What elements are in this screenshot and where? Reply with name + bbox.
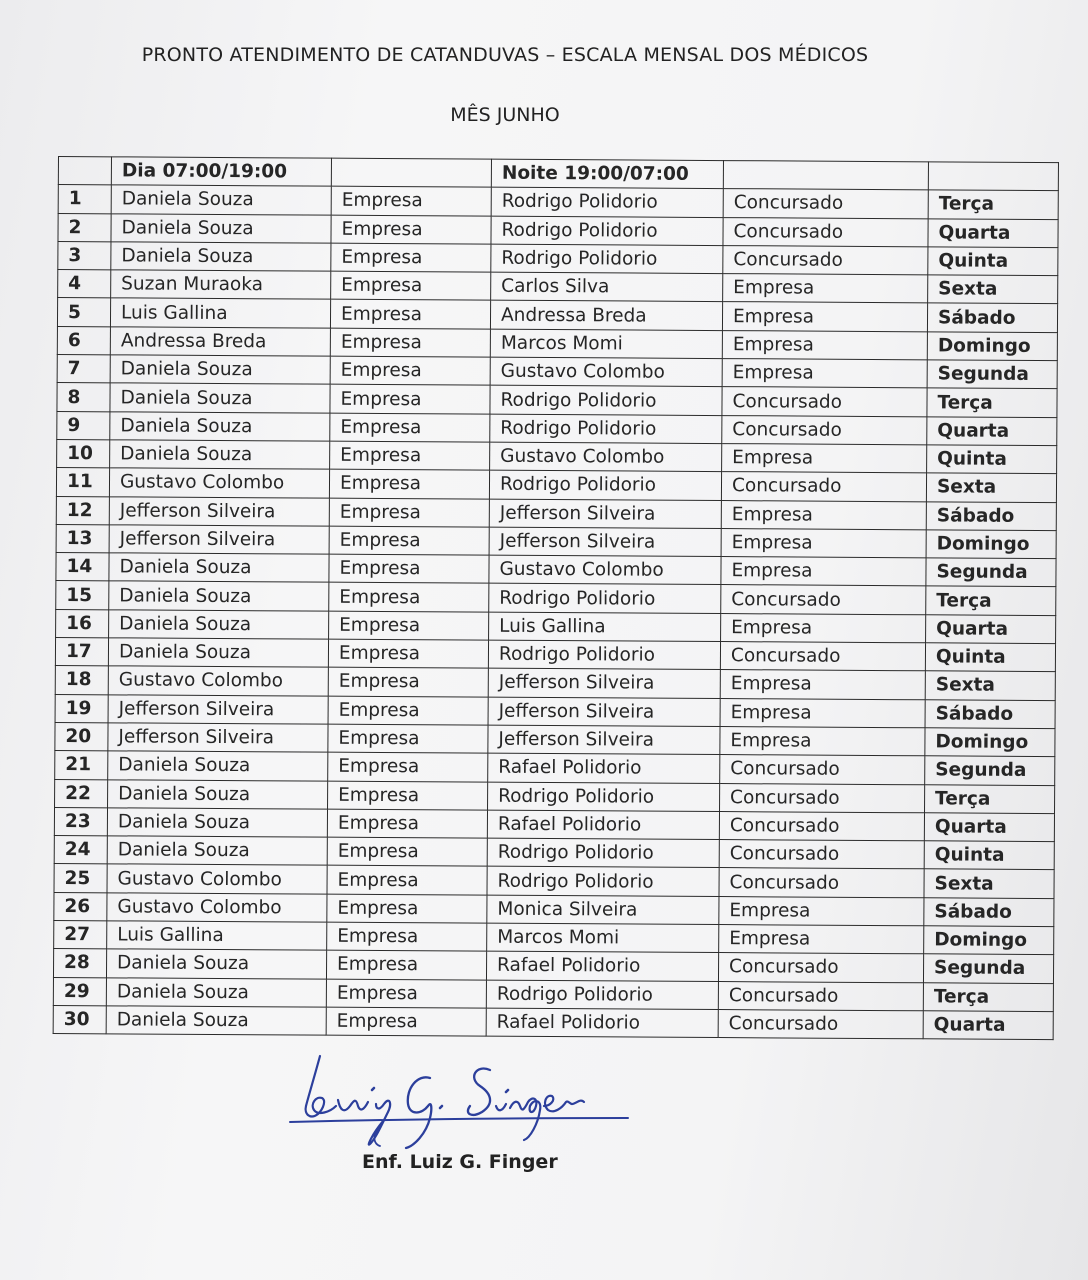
row-number-cell: 30 <box>53 1005 106 1034</box>
night-contract-type-cell: Empresa <box>722 330 927 360</box>
day-doctor-cell: Daniela Souza <box>110 355 330 385</box>
row-number-cell: 9 <box>57 411 110 440</box>
document-title: PRONTO ATENDIMENTO DE CATANDUVAS – ESCALA MENSAL DOS MÉDICOS <box>141 44 869 66</box>
row-number-cell: 5 <box>57 298 110 327</box>
night-doctor-cell: Carlos Silva <box>491 272 723 302</box>
weekday-cell: Sexta <box>924 869 1054 898</box>
day-contract-type-cell: Empresa <box>329 469 489 498</box>
header-cell-night-shift: Noite 19:00/07:00 <box>491 159 723 189</box>
header-cell-weekday <box>928 162 1058 191</box>
night-doctor-cell: Rafael Polidorio <box>486 951 718 981</box>
row-number-cell: 17 <box>55 638 108 667</box>
row-number-cell: 18 <box>55 666 108 695</box>
weekday-cell: Quarta <box>928 218 1058 247</box>
night-contract-type-cell: Concursado <box>722 415 927 445</box>
day-doctor-cell: Daniela Souza <box>107 808 327 838</box>
day-contract-type-cell: Empresa <box>327 809 487 838</box>
weekday-cell: Sábado <box>924 898 1054 927</box>
day-contract-type-cell: Empresa <box>328 696 488 725</box>
weekday-cell: Quarta <box>926 615 1056 644</box>
day-contract-type-cell: Empresa <box>329 611 489 640</box>
day-doctor-cell: Daniela Souza <box>109 610 329 640</box>
night-doctor-cell: Rodrigo Polidorio <box>488 782 720 812</box>
night-doctor-cell: Rafael Polidorio <box>488 753 720 783</box>
row-number-cell: 12 <box>56 496 109 525</box>
night-doctor-cell: Jefferson Silveira <box>489 499 721 529</box>
day-doctor-cell: Gustavo Colombo <box>109 468 329 498</box>
night-contract-type-cell: Empresa <box>719 925 924 955</box>
night-contract-type-cell: Concursado <box>721 472 926 502</box>
weekday-cell: Domingo <box>926 530 1056 559</box>
day-contract-type-cell: Empresa <box>329 583 489 612</box>
night-contract-type-cell: Concursado <box>719 868 924 898</box>
day-contract-type-cell: Empresa <box>330 385 490 414</box>
night-contract-type-cell: Empresa <box>719 896 924 926</box>
night-contract-type-cell: Empresa <box>721 500 926 530</box>
day-contract-type-cell: Empresa <box>326 1007 486 1036</box>
night-contract-type-cell: Concursado <box>718 981 923 1011</box>
night-contract-type-cell: Concursado <box>723 245 928 275</box>
night-contract-type-cell: Concursado <box>720 783 925 813</box>
weekday-cell: Domingo <box>924 926 1054 955</box>
day-contract-type-cell: Empresa <box>328 724 488 753</box>
row-number-cell: 8 <box>57 383 110 412</box>
day-doctor-cell: Gustavo Colombo <box>107 864 327 894</box>
day-contract-type-cell: Empresa <box>328 781 488 810</box>
day-doctor-cell: Daniela Souza <box>106 949 326 979</box>
day-contract-type-cell: Empresa <box>331 271 491 300</box>
row-number-cell: 13 <box>56 524 109 553</box>
row-number-cell: 2 <box>58 213 111 242</box>
night-contract-type-cell: Concursado <box>718 953 923 983</box>
row-number-cell: 6 <box>57 326 110 355</box>
day-doctor-cell: Jefferson Silveira <box>109 525 329 555</box>
day-contract-type-cell: Empresa <box>328 668 488 697</box>
day-doctor-cell: Suzan Muraoka <box>111 270 331 300</box>
weekday-cell: Sexta <box>926 473 1056 502</box>
day-doctor-cell: Jefferson Silveira <box>109 496 329 526</box>
day-doctor-cell: Luis Gallina <box>107 921 327 951</box>
night-contract-type-cell: Empresa <box>723 274 928 304</box>
day-contract-type-cell: Empresa <box>330 441 490 470</box>
night-doctor-cell: Gustavo Colombo <box>489 555 721 585</box>
day-doctor-cell: Daniela Souza <box>109 581 329 611</box>
night-contract-type-cell: Empresa <box>720 670 925 700</box>
day-doctor-cell: Daniela Souza <box>110 383 330 413</box>
night-doctor-cell: Marcos Momi <box>490 329 722 359</box>
day-contract-type-cell: Empresa <box>330 328 490 357</box>
row-number-cell: 3 <box>58 241 111 270</box>
row-number-cell: 16 <box>56 609 109 638</box>
night-contract-type-cell: Concursado <box>721 585 926 615</box>
day-contract-type-cell: Empresa <box>329 554 489 583</box>
day-doctor-cell: Daniela Souza <box>111 213 331 243</box>
document-subtitle: MÊS JUNHO <box>450 104 560 126</box>
weekday-cell: Quinta <box>927 445 1057 474</box>
weekday-cell: Terça <box>925 784 1055 813</box>
signature-image <box>280 1048 640 1158</box>
night-contract-type-cell: Empresa <box>720 726 925 756</box>
day-doctor-cell: Daniela Souza <box>109 553 329 583</box>
weekday-cell: Quinta <box>928 247 1058 276</box>
night-contract-type-cell: Empresa <box>720 698 925 728</box>
weekday-cell: Terça <box>926 586 1056 615</box>
night-doctor-cell: Andressa Breda <box>490 301 722 331</box>
day-contract-type-cell: Empresa <box>327 922 487 951</box>
night-doctor-cell: Rodrigo Polidorio <box>491 244 723 274</box>
weekday-cell: Quinta <box>925 643 1055 672</box>
day-doctor-cell: Andressa Breda <box>110 327 330 357</box>
weekday-cell: Domingo <box>927 332 1057 361</box>
row-number-cell: 29 <box>53 977 106 1006</box>
night-contract-type-cell: Concursado <box>720 755 925 785</box>
night-doctor-cell: Rodrigo Polidorio <box>487 867 719 897</box>
day-contract-type-cell: Empresa <box>331 186 491 215</box>
header-cell-day-shift: Dia 07:00/19:00 <box>111 157 331 187</box>
day-contract-type-cell: Empresa <box>331 243 491 272</box>
day-doctor-cell: Gustavo Colombo <box>107 893 327 923</box>
night-contract-type-cell: Concursado <box>718 1009 923 1039</box>
night-contract-type-cell: Empresa <box>722 444 927 474</box>
row-number-cell: 27 <box>54 921 107 950</box>
signer-name: Enf. Luiz G. Finger <box>362 1151 558 1173</box>
night-contract-type-cell: Concursado <box>720 642 925 672</box>
row-number-cell: 23 <box>54 807 107 836</box>
night-doctor-cell: Gustavo Colombo <box>490 357 722 387</box>
weekday-cell: Domingo <box>925 728 1055 757</box>
row-number-cell: 14 <box>56 553 109 582</box>
night-doctor-cell: Rafael Polidorio <box>487 810 719 840</box>
day-contract-type-cell: Empresa <box>327 894 487 923</box>
weekday-cell: Segunda <box>927 360 1057 389</box>
day-contract-type-cell: Empresa <box>327 837 487 866</box>
night-contract-type-cell: Concursado <box>723 189 928 219</box>
night-doctor-cell: Rodrigo Polidorio <box>489 584 721 614</box>
day-doctor-cell: Daniela Souza <box>106 1006 326 1036</box>
day-contract-type-cell: Empresa <box>330 356 490 385</box>
night-doctor-cell: Rodrigo Polidorio <box>489 470 721 500</box>
night-contract-type-cell: Empresa <box>722 359 927 389</box>
night-doctor-cell: Gustavo Colombo <box>490 442 722 472</box>
day-doctor-cell: Daniela Souza <box>108 751 328 781</box>
night-contract-type-cell: Empresa <box>722 302 927 332</box>
weekday-cell: Terça <box>927 388 1057 417</box>
day-contract-type-cell: Empresa <box>327 866 487 895</box>
weekday-cell: Sábado <box>925 699 1055 728</box>
header-cell-number <box>58 157 111 186</box>
night-doctor-cell: Rodrigo Polidorio <box>486 980 718 1010</box>
day-doctor-cell: Daniela Souza <box>107 836 327 866</box>
row-number-cell: 25 <box>54 864 107 893</box>
weekday-cell: Quarta <box>923 1011 1053 1040</box>
day-doctor-cell: Daniela Souza <box>106 977 326 1007</box>
table-row <box>53 1005 1053 1039</box>
schedule-table <box>53 156 1059 1040</box>
schedule-body <box>53 157 1058 1040</box>
day-doctor-cell: Daniela Souza <box>110 411 330 441</box>
weekday-cell: Sábado <box>926 501 1056 530</box>
weekday-cell: Quarta <box>924 813 1054 842</box>
row-number-cell: 20 <box>55 722 108 751</box>
header-cell-day-type <box>331 158 491 187</box>
night-doctor-cell: Rafael Polidorio <box>486 1008 718 1038</box>
weekday-cell: Sexta <box>925 671 1055 700</box>
header-cell-night-type <box>723 161 928 191</box>
day-contract-type-cell: Empresa <box>330 413 490 442</box>
day-contract-type-cell: Empresa <box>326 950 486 979</box>
day-doctor-cell: Daniela Souza <box>111 242 331 272</box>
row-number-cell: 4 <box>58 270 111 299</box>
night-contract-type-cell: Concursado <box>719 840 924 870</box>
day-doctor-cell: Daniela Souza <box>108 638 328 668</box>
night-doctor-cell: Rodrigo Polidorio <box>491 216 723 246</box>
weekday-cell: Segunda <box>925 756 1055 785</box>
night-contract-type-cell: Empresa <box>721 528 926 558</box>
weekday-cell: Sábado <box>927 303 1057 332</box>
row-number-cell: 10 <box>57 439 110 468</box>
day-doctor-cell: Daniela Souza <box>108 779 328 809</box>
row-number-cell: 22 <box>55 779 108 808</box>
night-doctor-cell: Luis Gallina <box>489 612 721 642</box>
row-number-cell: 11 <box>56 468 109 497</box>
night-doctor-cell: Jefferson Silveira <box>488 725 720 755</box>
night-contract-type-cell: Concursado <box>723 217 928 247</box>
row-number-cell: 21 <box>55 751 108 780</box>
night-contract-type-cell: Empresa <box>721 557 926 587</box>
day-contract-type-cell: Empresa <box>329 498 489 527</box>
day-doctor-cell: Jefferson Silveira <box>108 723 328 753</box>
night-contract-type-cell: Concursado <box>722 387 927 417</box>
day-doctor-cell: Jefferson Silveira <box>108 694 328 724</box>
day-contract-type-cell: Empresa <box>328 752 488 781</box>
night-doctor-cell: Rodrigo Polidorio <box>490 386 722 416</box>
day-contract-type-cell: Empresa <box>329 526 489 555</box>
row-number-cell: 15 <box>56 581 109 610</box>
night-doctor-cell: Monica Silveira <box>487 895 719 925</box>
day-contract-type-cell: Empresa <box>331 215 491 244</box>
day-contract-type-cell: Empresa <box>328 639 488 668</box>
row-number-cell: 19 <box>55 694 108 723</box>
day-contract-type-cell: Empresa <box>326 979 486 1008</box>
row-number-cell: 24 <box>54 836 107 865</box>
night-doctor-cell: Rodrigo Polidorio <box>491 187 723 217</box>
night-doctor-cell: Rodrigo Polidorio <box>490 414 722 444</box>
weekday-cell: Terça <box>923 982 1053 1011</box>
day-doctor-cell: Gustavo Colombo <box>108 666 328 696</box>
day-doctor-cell: Daniela Souza <box>110 440 330 470</box>
day-doctor-cell: Daniela Souza <box>111 185 331 215</box>
night-doctor-cell: Rodrigo Polidorio <box>487 838 719 868</box>
weekday-cell: Quarta <box>927 416 1057 445</box>
day-contract-type-cell: Empresa <box>330 300 490 329</box>
weekday-cell: Segunda <box>923 954 1053 983</box>
night-doctor-cell: Rodrigo Polidorio <box>488 640 720 670</box>
row-number-cell: 26 <box>54 892 107 921</box>
weekday-cell: Quinta <box>924 841 1054 870</box>
row-number-cell: 28 <box>53 949 106 978</box>
row-number-cell: 1 <box>58 185 111 214</box>
night-contract-type-cell: Empresa <box>721 613 926 643</box>
night-doctor-cell: Marcos Momi <box>487 923 719 953</box>
night-doctor-cell: Jefferson Silveira <box>489 527 721 557</box>
night-doctor-cell: Jefferson Silveira <box>488 697 720 727</box>
row-number-cell: 7 <box>57 355 110 384</box>
night-contract-type-cell: Concursado <box>719 811 924 841</box>
day-doctor-cell: Luis Gallina <box>110 298 330 328</box>
weekday-cell: Segunda <box>926 558 1056 587</box>
night-doctor-cell: Jefferson Silveira <box>488 668 720 698</box>
weekday-cell: Terça <box>928 190 1058 219</box>
weekday-cell: Sexta <box>928 275 1058 304</box>
